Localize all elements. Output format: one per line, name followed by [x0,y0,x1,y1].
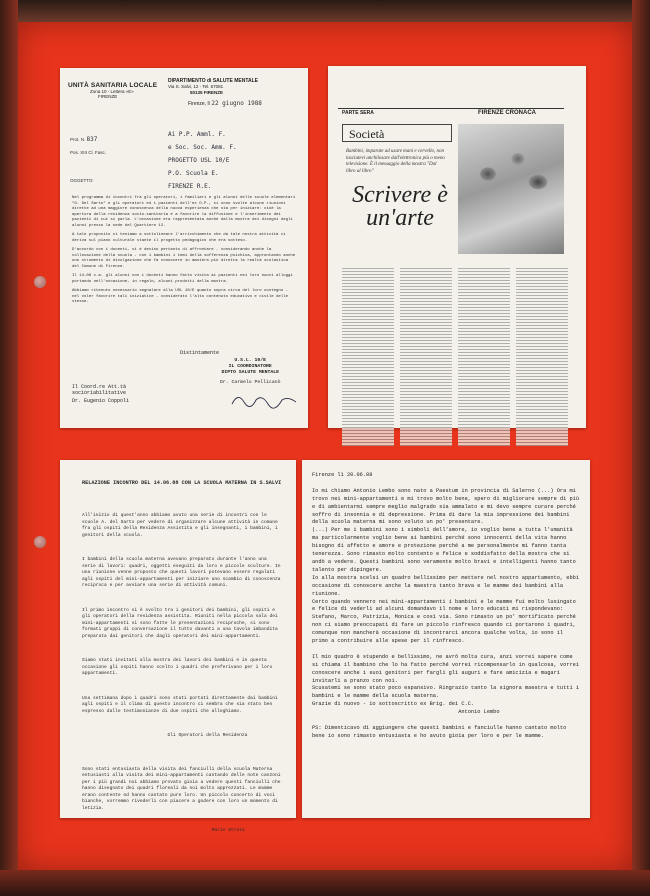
letter-body [72,196,296,306]
report-paragraph: Una settimana dopo i quadri sono stati portati direttamente dai bambini agli ospiti e il clima di questo incontro ci sembra che sia stato ben espresso dalle testimonianze di due ospiti che alleghiamo. [82,695,281,714]
left-signature [72,384,129,404]
report-signature: Mario Strata [82,828,245,833]
report-signature: Gli Operatori della Residenza [82,733,248,738]
addressee-block [168,128,237,193]
prot-label: Prot. N. [70,137,86,142]
letterhead [68,82,157,99]
letter-paragraph: D'accordo con i docenti, si è deciso pertanto di affrontare - considerando anche la collocazione della scuola - con i bambini i temi della sofferenza psichica, approntando anche uno strumento di divulgazione che fa conoscere in maniera più diretta la realtà scolastica del Comune di Firenze. [72,248,296,269]
testimony-letter [302,460,590,818]
frame-top [0,0,650,22]
frame-left [0,0,18,896]
report-title: RELAZIONE INCONTRO DEL 14.06.88 CON LA SCUOLA MATERNA IN S.SALVI [82,480,282,486]
addressee-line: P.O. Scuola E. [168,170,219,177]
date-value: 22 giugno 1988 [211,100,262,107]
position-line: Pos. XIII Cl. Fasc. [70,150,107,155]
stamp-line: DIPTO SALUTE MENTALE [221,370,280,375]
letter-paragraph: Il 14-06 c.a. gli alunni con i docenti hanno fatto visita ai pazienti nei loro nuovi alloggi portando nell'occasione, in regalo, alcuni prodotti della mostra. [72,274,293,284]
signature-scribble [230,390,300,410]
stamp-line: U.S.L. 10/E [234,358,267,363]
protocol-line [70,136,97,143]
department-header [168,78,258,96]
addressee-line: PROGETTO USL 10/E [168,157,230,164]
article-photo [458,124,564,254]
addressee-line: FIRENZE R.E. [168,183,212,190]
frame-right [632,0,650,896]
section-title: Società [342,124,452,142]
stamp-line: IL COORDINATORE [228,364,272,369]
report-paragraph: Il primo incontro si è svolto tra i genitori dei bambini, gli ospiti e gli operatori della residenza assistita. Riuniti nella piccola sala dei mini-appartamenti si sono fatte le presentazioni reciproche, si sono formati gruppi di conversazione il tutto davanti a una tavola imbandita preparata dai genitori che dagli operatori dei mini-appartamenti. [82,607,281,639]
report-paragraph: Siamo stati invitati alla mostra dei lavori dei bambini e in questa occasione gli ospiti hanno scelto i quadri che preferivano per i loro appartamenti. [82,658,275,676]
addressee-line: e Soc. Soc. Amm. F. [168,144,237,151]
org-title: UNITÀ SANITARIA LOCALE [68,82,158,89]
left-sig-line: Dr. Eugenio Coppoli [72,398,130,404]
subject-label: OGGETTO: [70,178,94,183]
frame-bottom [0,870,650,896]
dept-address: Via S. Salvi, 12 - Tel. 67081 [168,84,224,89]
closing: Distintamente [180,350,220,356]
pin [34,536,46,548]
text-column [516,266,568,446]
letter-paragraph: Abbiamo ritenuto necessario segnalare alla USL 10/E quanto sopra circa del loro contegno - nel voler favorire tali iniziative - considerato l'alto contenuto educativo e civile delle stesse. [72,289,289,304]
official-stamp [220,358,280,386]
letter-paragraph: A tale proposito ci teniamo a sottolineare l'arricchimento che da tale nostra attività ci deriva sul piano culturale stante il progetto pedagogico che era sotteso. [72,233,286,243]
stamp-line: Dr. Carmelo Pellicanò [220,380,281,385]
article-headline: Scrivere è un'arte [352,182,448,231]
meeting-report [60,460,296,833]
dept-title: DIPARTIMENTO di SALUTE MENTALE [168,78,258,84]
left-sig-line: socioriabilitative [72,390,127,396]
article-intro: Bambini, imparate ad usare mani e cervello, non lasciatevi anchilosare dall'elettronica più o meno televisione. È il messaggio della mostra "Dal libro al libro" [346,149,445,174]
testimony-text: Firenze lì 20.06.88 Io mi chiamo Antonio Lembo sono nato a Paestum in provincia di Salerno (...) Ora mi trovo nei mini-appartamenti e mi trovo molto bene, spero di migliorare sempre di più e di ambientarmi sempre meglio malgrado sia ammalato e mi devo sempre curare perché soffro di insonnia e di depressione. Prima di dare la mia impressione dei bambini della scuola materna mi sono voluto un po' presentare. (...) Per me i bambini sono i simboli dell'amore, io voglio bene a tutta l'umanità ma particolarmente voglio bene ai bambini perché sono innocenti della vita hanno bisogno di affetto e amore e protezione perché a me personalmente mi fanno tanta tenerezza. Sono rimasto molto contento e felice e soddisfatto della mostra che si andò a vedere. Questi bambini sono veramente molto bravi e intelligenti hanno tanto talento per dipingere. Io alla mostra scelsi un quadro bellissimo per mettere nel nostro appartamento, ebbi occasione di conoscere anche la maestra tanto brava e le mamme dei bambini alla riunione. Certo quando vennero nei mini-appartamenti i bambini e le mamme fui molto lusingato e felice di vederli ad alcuni domandavo il nome e loro educati mi rispondevano: Stefano, Marco, Patrizia, Monica e così via. Sono rimasto un po' mortificato perché non ci siamo preoccupati di fare un piccolo rinfresco quando ci portarono i quadri, comunque non mancherà occasione di incontrarci ancora qualche volta, io sono il primo a contribuire alle spese per il rinfresco. Il mio quadro è stupendo e bellissimo, ne avrò molta cura, anzi vorrei sapere come si chiama il bambino che lo ha fatto perché vorrei ricompensarlo in qualcosa, vorrei conoscere anche i suoi genitori per fargli gli auguri e fare amicizia e magari invitarli a pranzo con noi. Scusatemi se sono stato poco espansivo. Ringrazio tanto la signora maestra e tutti i bambini e le mamme della scuola materna. Grazie di nuovo - io sottoscritto ex Brig. dei C.C. Antonio Lembo PS: Dimenticavo di aggiungere che questi bambini e fanciulle hanno cantato molto bene io sono rimasto entusiasta e ho avuto gioia per loro e per le mamme. [312,472,580,739]
pin [34,276,46,288]
letter-date [188,100,262,107]
report-paragraph: All'inizio di quest'anno abbiamo avuto una serie di incontri con le scuole A. del Sarto per vedere di organizzare alcune attività in comune fra gli ospiti della Residenza Assistita e gli insegnanti, i bambini, i genitori della scuola. [82,513,281,538]
text-column [342,266,394,446]
date-label: Firenze, lì [188,101,210,107]
report-body [82,500,282,848]
dept-city: 50135 FIRENZE [190,90,224,95]
article-columns [342,266,568,446]
report-paragraph: Sono stati entusiasta della visita dei fanciulli della scuola Materna entusiasti alla visita dei mini-appartamenti cantando delle note canzoni per i più grandi noi abbiamo provato gioia a vedere questi fanciulli che hanno disegnato dei quadri floreali da noi molto apprezzati. Le mamme erano contente ed hanno cantato pure loro. Un piccolo concerto di voci bianche, vorremmo rivederli con piacere a godere con loro un momento di letizia. [82,766,284,811]
addressee-line: Ai P.P. Amml. F. [168,131,226,138]
paper-name: PARTE SERA [342,110,374,116]
text-column [400,266,452,446]
paper-section: FIRENZE CRONACA [478,110,536,116]
left-sig-line: Il Coord.re Att.tà [72,384,127,390]
text-column [458,266,510,446]
usl-letter [60,68,308,428]
org-sub: Zona 10 - Lettera «E» [90,89,134,94]
prot-value: 837 [86,136,98,143]
newspaper-clipping [328,66,586,428]
letter-paragraph: Nel programma di incontri fra gli operatori, i familiari e gli alunni delle scuole elementari "G. Del Sarto" e gli operatori ed i pazienti dell'ex O.P., si sono svolte alcune riunioni dirette ad una maggiore conoscenza della nuova esperienza che sta per iniziare: cioè la apertura della residenza socio-sanitaria e a favorire la diffusione e l'inserimento dei pazienti di cui si parla. L'occasione era rappresentata anche dalla mostra dei disegni degli alunni presso la sede del Quartiere 12. [72,196,296,228]
header-rule [338,108,564,109]
org-city: FIRENZE [98,94,118,99]
red-display-panel [18,22,632,870]
report-paragraph: I bambini della scuola materna avevano preparato durante l'anno una serie di lavori: quadri, oggetti eseguiti da loro e piccole sculture. In una riunione venne proposto che questi lavori potevano essere regalati agli ospiti del mini-appartamenti per iniziare uno scambio di conoscenza reciproca e per avviare una serie di attività comuni. [82,557,284,588]
